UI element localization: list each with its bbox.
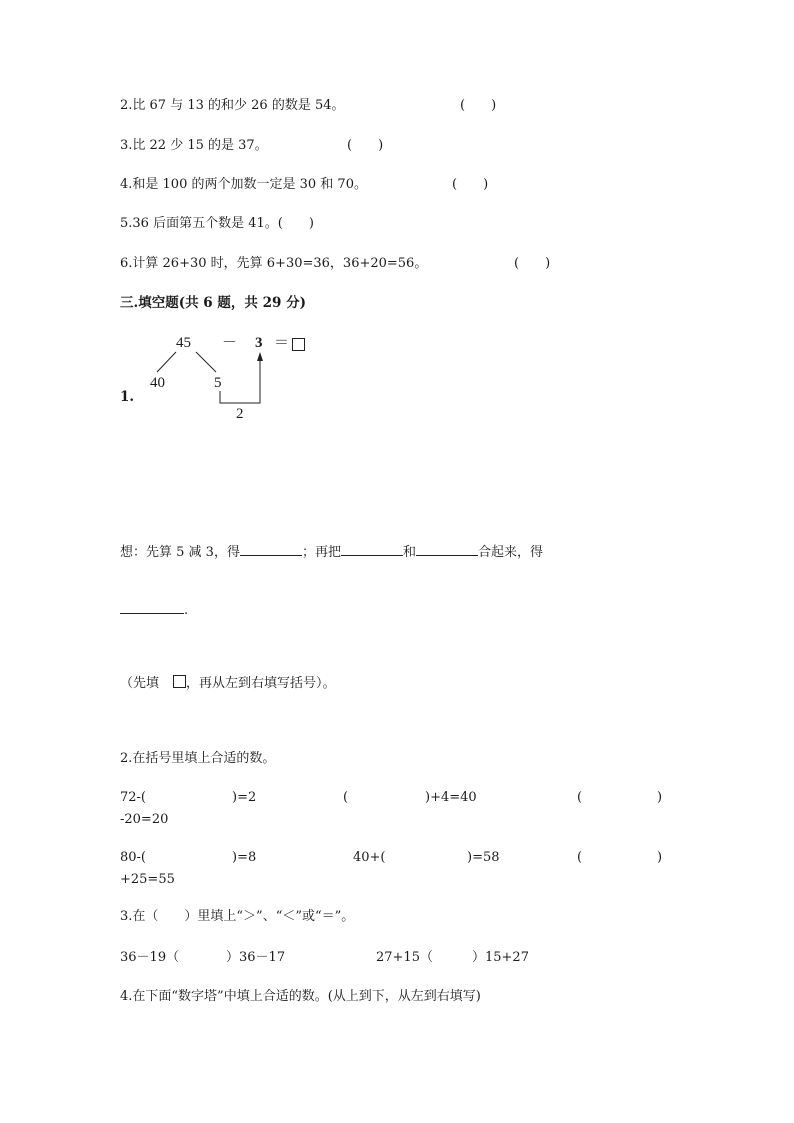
bracket-line xyxy=(220,359,260,403)
hint-prefix: （先填 xyxy=(120,676,160,691)
diagram-number-5: 5 xyxy=(214,375,222,391)
fill2-row2-b: )=8 xyxy=(232,850,257,865)
fill2-row1-d: )+4=40 xyxy=(425,790,477,805)
fill2-row2-c: 40+( xyxy=(353,850,386,865)
hint-suffix: ，再从左到右填写括号）。 xyxy=(186,676,336,691)
diagram-number-2: 2 xyxy=(236,406,244,422)
judgement-q6-text: 6.计算 26+30 时，先算 6+30=36，36+20=56。 xyxy=(120,256,428,271)
fill3-expr2-left: 27+15（ xyxy=(376,950,433,965)
think-mid-2: 和 xyxy=(402,545,416,560)
fill2-row1-c: ( xyxy=(343,790,349,805)
fill3-title: 3.在（ ）里填上“＞”、“＜”或“＝”。 xyxy=(120,909,355,924)
section-3-title: 三.填空题(共 6 题，共 29 分) xyxy=(120,295,306,311)
think-blank-2[interactable] xyxy=(341,542,403,556)
fill1-think-line xyxy=(120,542,543,561)
judgement-q4-bracket[interactable]: ( ) xyxy=(452,177,489,192)
fill1-number: 1. xyxy=(120,389,135,405)
fill2-row2-f: ) xyxy=(657,850,663,865)
diagram-number-3: 3 xyxy=(255,335,263,351)
hint-square-icon xyxy=(173,675,186,688)
think-blank-1[interactable] xyxy=(240,542,302,556)
think-blank-4[interactable] xyxy=(120,600,184,614)
judgement-q6-bracket[interactable]: ( ) xyxy=(514,256,551,271)
judgement-q4-text: 4.和是 100 的两个加数一定是 30 和 70。 xyxy=(120,177,367,192)
diagram-number-40: 40 xyxy=(150,375,165,391)
fill4-title: 4.在下面“数字塔”中填上合适的数。(从上到下，从左到右填写) xyxy=(120,989,481,1004)
judgement-q3-bracket[interactable]: ( ) xyxy=(347,138,384,153)
fill2-row1-a: 72-( xyxy=(120,790,147,805)
fill3-expr2-right: ）15+27 xyxy=(472,950,529,965)
fill2-row1-b: )=2 xyxy=(232,790,257,805)
fill3-expr1-left: 36－19（ xyxy=(120,950,180,965)
result-period: . xyxy=(184,603,189,618)
think-prefix: 想：先算 5 减 3，得 xyxy=(120,545,240,560)
fill2-title: 2.在括号里填上合适的数。 xyxy=(120,751,276,766)
fill2-row2-a: 80-( xyxy=(120,850,147,865)
fill3-expr1-right: ）36－17 xyxy=(226,950,286,965)
think-blank-3[interactable] xyxy=(416,542,478,556)
think-mid-1: ；再把 xyxy=(301,545,341,560)
judgement-q2-bracket[interactable]: ( ) xyxy=(460,98,497,113)
judgement-q5-text: 5.36 后面第五个数是 41。( ) xyxy=(120,216,314,231)
arrow-head-icon xyxy=(257,352,263,361)
diagram-number-45: 45 xyxy=(176,335,191,351)
think-suffix: 合起来，得 xyxy=(477,545,543,560)
fill2-row1-f: ) xyxy=(657,790,663,805)
judgement-q2-text: 2.比 67 与 13 的和少 26 的数是 54。 xyxy=(120,98,345,113)
fill1-result-line xyxy=(120,600,188,619)
diagram-equals-sign: ＝ xyxy=(274,335,290,351)
fill2-row1-e: ( xyxy=(577,790,583,805)
diagram-lines xyxy=(0,0,794,440)
fill2-row1-g: -20=20 xyxy=(120,812,169,827)
fill2-row2-g: +25=55 xyxy=(120,872,175,887)
fill2-row2-d: )=58 xyxy=(467,850,500,865)
fill1-hint xyxy=(120,675,336,692)
branch-line-left xyxy=(157,352,176,372)
diagram-minus-sign: － xyxy=(222,335,238,351)
branch-line-right xyxy=(196,352,216,372)
judgement-q3-text: 3.比 22 少 15 的是 37。 xyxy=(120,138,268,153)
fill2-row2-e: ( xyxy=(577,850,583,865)
